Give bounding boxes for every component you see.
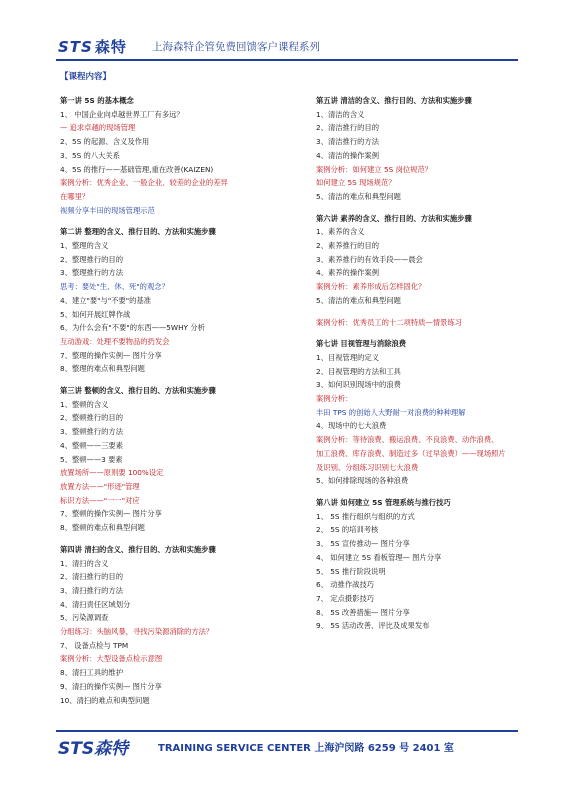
- list-item: 标识方法——"一一"对应: [60, 495, 140, 505]
- list-item: 2、 5S 的培训考核: [316, 525, 379, 535]
- lecture-heading: 第一讲 5S 的基本概念: [60, 96, 134, 105]
- list-item: 3、清洁推行的方法: [316, 137, 380, 147]
- list-item: 6、为什么会有"不要"的东西——5WHY 分析: [60, 323, 205, 333]
- list-item: 1、整理的含义: [60, 241, 109, 251]
- lecture-heading: 第五讲 清洁的含义、推行目的、方法和实施步骤: [316, 96, 472, 105]
- section-label: 【课程内容】: [60, 72, 112, 82]
- right-column: [316, 94, 536, 633]
- list-item: 案例分析：优秀员工的十二项特质—情景练习: [316, 317, 462, 327]
- list-item: 3、5S 的八大关系: [60, 150, 121, 160]
- list-item: 丰田 TPS 的创始人大野耐一对浪费的种种理解: [316, 407, 466, 417]
- lecture-heading: 第三讲 整顿的含义、推行目的、方法和实施步骤: [60, 386, 216, 396]
- list-item: 3、整理推行的方法: [60, 268, 124, 278]
- list-item: 思考：要处"生、休、死"的观念？: [60, 282, 169, 292]
- list-item: 7、 定点摄影技巧: [316, 593, 375, 603]
- list-item: 1、清洁的含义: [316, 109, 365, 119]
- list-item: 案例分析：等待浪费、搬运浪费、不良浪费、动作浪费、: [316, 435, 499, 445]
- spacer: [316, 308, 536, 316]
- lecture-heading: 第二讲 整理的含义、推行目的、方法和实施步骤: [60, 227, 216, 237]
- list-item: 5、污染源调查: [60, 613, 109, 623]
- spacer: [316, 204, 536, 212]
- list-item: 3、如何识别现场中的浪费: [316, 380, 401, 390]
- list-item: 8、 5S 改善措施— 图片分享: [316, 607, 410, 617]
- list-item: 6、 动推作战技巧: [316, 580, 375, 590]
- list-item: 案例分析：: [316, 394, 353, 404]
- list-item: 1、 中国企业向卓越世界工厂有多远？: [60, 109, 184, 119]
- list-item: 1、目视管理的定义: [316, 352, 380, 362]
- list-item: 如何建立 5S 现场规范？: [316, 178, 396, 188]
- list-item: 7、整顿的操作实例— 图片分享: [60, 509, 162, 519]
- list-item: 4、 如何建立 5S 看板管理— 图片分享: [316, 552, 442, 562]
- list-item: 2、整理推行的目的: [60, 254, 124, 264]
- left-column: [60, 94, 300, 707]
- page-footer: [58, 734, 528, 759]
- page-header: [58, 36, 518, 56]
- spacer: [316, 329, 536, 337]
- list-item: 2、5S 的起源、含义及作用: [60, 137, 150, 147]
- list-item: 互动游戏：处理不要物品的扔发会: [60, 336, 170, 346]
- list-item: 4、建立"要"与"不要"的基准: [60, 295, 152, 305]
- footer-rule: [56, 730, 518, 732]
- list-item: 案例分析：如何建立 5S 岗位规范？: [316, 164, 433, 174]
- list-item: 视频分享丰田的现场管理示范: [60, 205, 155, 215]
- list-item: 2、清扫推行的目的: [60, 572, 124, 582]
- list-item: 2、清洁推行的目的: [316, 123, 380, 133]
- list-item: 2、目视管理的方法和工具: [316, 366, 401, 376]
- company-logo: STS 森特: [58, 38, 127, 56]
- list-item: — 追求卓越的现场管理: [60, 123, 136, 133]
- spacer: [316, 488, 536, 496]
- list-item: 1、清扫的含义: [60, 558, 109, 568]
- list-item: 3、清扫推行的方法: [60, 585, 124, 595]
- list-item: 及识别、分组练习识别七大浪费: [316, 462, 419, 472]
- list-item: 7、整理的操作实例— 图片分享: [60, 350, 162, 360]
- list-item: 7、 设备点检与 TPM: [60, 640, 129, 650]
- list-item: 5、 5S 推行阶段说明: [316, 566, 386, 576]
- list-item: 4、清扫责任区域划分: [60, 599, 131, 609]
- list-item: 1、 5S 推行组织与组织的方式: [316, 511, 415, 521]
- list-item: 分组练习：头脑风暴，寻找污染源消除的方法？: [60, 627, 214, 637]
- list-item: 5、如何开展红牌作战: [60, 309, 131, 319]
- list-item: 4、清洁的操作案例: [316, 150, 380, 160]
- list-item: 4、整顿——三要素: [60, 440, 124, 450]
- list-item: 案例分析：优秀企业、一般企业、较差的企业的差异: [60, 178, 228, 188]
- list-item: 在哪里？: [60, 191, 90, 201]
- list-item: 8、整顿的难点和典型问题: [60, 523, 145, 533]
- spacer: [60, 376, 300, 384]
- list-item: 9、清扫的操作实例— 图片分享: [60, 681, 162, 691]
- list-item: 放置方法——"形迹"管理: [60, 481, 140, 491]
- footer-text: TRAINING SERVICE CENTER 上海沪闵路 6259 号 2401 室: [158, 743, 454, 754]
- list-item: 1、整顿的含义: [60, 399, 109, 409]
- list-item: 5、如何排除现场的各种浪费: [316, 476, 409, 486]
- lecture-heading: 第六讲 素养的含义、推行目的、方法和实施步骤: [316, 213, 472, 223]
- lecture-heading: 第八讲 如何建立 5S 管理系统与推行技巧: [316, 497, 451, 507]
- list-item: 5、整顿——3 要素: [60, 454, 123, 464]
- list-item: 1、素养的含义: [316, 227, 365, 237]
- list-item: 2、整顿推行的目的: [60, 413, 124, 423]
- spacer: [60, 217, 300, 225]
- list-item: 4、现场中的七大浪费: [316, 421, 387, 431]
- list-item: 案例分析：大型设备点检示意图: [60, 654, 163, 664]
- list-item: 加工浪费、库存浪费、制造过多（过早浪费）——现场照片: [316, 448, 506, 458]
- list-item: 8、清扫工具的维护: [60, 668, 124, 678]
- series-title: 上海森特企管免费回馈客户课程系列: [152, 41, 320, 53]
- list-item: 放置场所——原则要 100%设定: [60, 468, 164, 478]
- list-item: 8、整理的难点和典型问题: [60, 364, 145, 374]
- lecture-heading: 第四讲 清扫的含义、推行目的、方法和实施步骤: [60, 544, 216, 554]
- list-item: 3、 5S 宣传推动— 图片分享: [316, 539, 410, 549]
- list-item: 5、清洁的难点和典型问题: [316, 191, 401, 201]
- footer-logo: STS森特: [58, 739, 129, 759]
- list-item: 4、素养的操作案例: [316, 268, 380, 278]
- list-item: 4、5S 的推行——基础管理,重在改善(KAIZEN): [60, 164, 214, 174]
- header-rule: [56, 59, 518, 61]
- list-item: 5、清洁的难点和典型问题: [316, 295, 401, 305]
- list-item: 10、清扫的难点和典型问题: [60, 695, 150, 705]
- lecture-heading: 第七讲 目视管理与消除浪费: [316, 339, 407, 349]
- list-item: 3、整顿推行的方法: [60, 427, 124, 437]
- list-item: 2、素养推行的目的: [316, 241, 380, 251]
- list-item: 3、素养推行的有效手段——晨会: [316, 254, 423, 264]
- list-item: 案例分析：素养形成后怎样固化？: [316, 282, 426, 292]
- list-item: 9、 5S 活动改善、评比及成果发布: [316, 621, 430, 631]
- spacer: [60, 535, 300, 543]
